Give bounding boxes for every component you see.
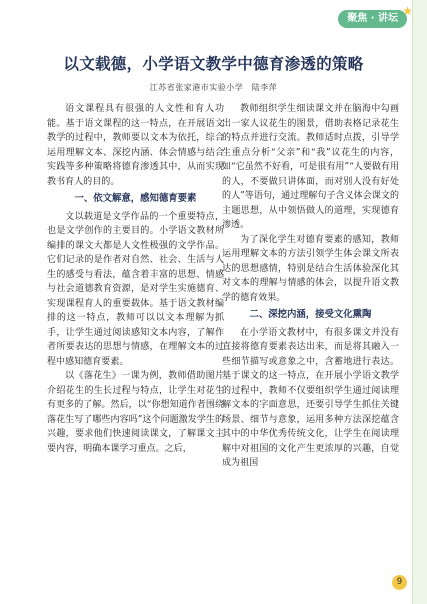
- paragraph: 为了深化学生对德育要素的感知，教师运用理解文本的方法引领学生体会课文所表达的思想感情，特别是结合生活体验深化其对文本的理解与情感的体会，以提升语文教学的德育效果。: [222, 234, 399, 303]
- page-number: 9: [392, 575, 407, 590]
- section-heading: 一、依文解意，感知德育要素: [74, 193, 197, 204]
- author-byline: 江苏省张家港市实验小学 陆李萍: [149, 83, 278, 92]
- paragraph: 在小学语文教材中，有很多课文并没有直接将德育要素表达出来，而是将其融入一些细节描写或意象之中，含蓄地进行表达。基于课文的这一特点，在开展小学语文教学的过程中，教师不仅要组织学生通过阅读理解文本的字面意思，还要引导学生抓住关键场景、细节与意象，运用多种方法深挖蕴含其中的中华优秀传统文化，让学生在阅读理解中对祖国的文化产生更浓厚的兴趣，自觉成为祖国: [222, 327, 399, 468]
- paragraph: 文以载道是文学作品的一个重要特点，也是文学创作的主要目的。小学语文教材所编排的课文大都是人文性极强的文学作品。它们记录的是作者对自然、社会、生活与人生的感受与看法，蕴含着丰富的思想、情感与社会道德教育资源，是对学生实施德育、实现课程育人的重要载体。基于语文教材编排的这一特点，教师可以以文本理解为抓手，让学生通过阅读感知文本内容，了解作者所要表达的思想与情感，在理解文本的过程中感知德育要素。: [47, 211, 224, 367]
- section-badge-label: 聚焦 · 讲坛: [347, 13, 398, 24]
- article-title: 以文载德，小学语文教学中德育渗透的策略: [63, 55, 364, 73]
- star-icon: ★: [402, 4, 413, 18]
- paragraph: 以《落花生》一课为例，教师借助图片介绍花生的生长过程与特点，让学生对花生有更多的了解。然后，以“你想知道作者围绕落花生写了哪些内容吗”这个问题激发学生的兴趣，要求他们快速阅读课文，了解课文主要内容，明确本课学习重点。之后，: [47, 371, 224, 454]
- right-column: [222, 102, 399, 471]
- section-heading: 二、深挖内涵，接受文化熏陶: [249, 309, 372, 320]
- paragraph: 语文课程具有很强的人文性和育人功能。基于语文课程的这一特点，在开展语文教学的过程中，教师要以文本为依托，综合运用理解文本、深挖内涵、体会情感与结合实践等多种策略将德育渗透其中，从而实现教书育人的目的。: [47, 104, 224, 187]
- section-badge: [338, 4, 413, 28]
- left-column: [47, 102, 224, 456]
- paragraph: 教师组织学生细读课文并在脑海中勾画出一家人议花生的图景，借助表格记录花生的特点并进行交流。教师适时点拨，引导学生重点分析“父亲”和“我”议花生的内容，如“它虽然不好看，可是很有用”“人要做有用的人，不要做只讲体面，而对别人没有好处的人”等语句，通过理解句子含义体会课文的主题思想，从中领悟做人的道理，实现德育渗透。: [222, 104, 399, 230]
